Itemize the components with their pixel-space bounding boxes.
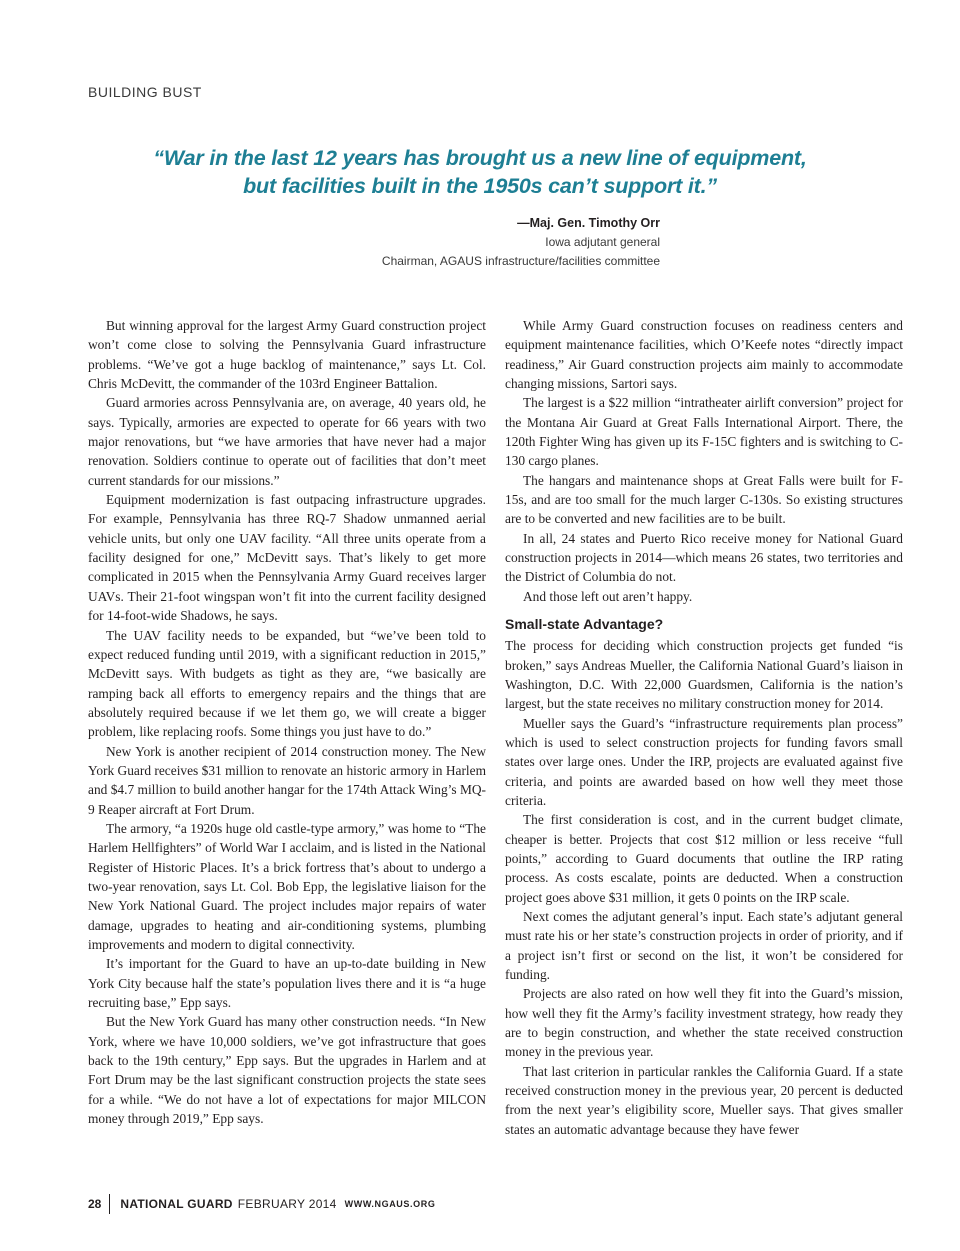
article-paragraph: Next comes the adjutant general’s input. Each state’s adjutant general must rate his or her state’s construction projects in order of priority, and if a project isn’t first or second on the list, it won’t be considered for funding. xyxy=(505,908,903,982)
attribution-role-2: Chairman, AGAUS infrastructure/facilities committee xyxy=(381,254,660,268)
article-paragraph: Equipment modernization is fast outpacing infrastructure upgrades. For example, Pennsylvania has three RQ-7 Shadow unmanned aerial vehicle units, but only one UAV facility. “All three units operate from a facility designed for one,” McDevitt says. That’s likely to get more complicated in 2015 when the Pennsylvania Army Guard receives larger UAVs. Their 21-foot wingspan won’t fit into the current facility designed for 14-foot-wide Shadows, he says. xyxy=(88,492,486,624)
pull-quote-line-1: “War in the last 12 years has brought us a new line of equipment, xyxy=(153,146,807,170)
article-paragraph: New York is another recipient of 2014 construction money. The New York Guard receives $31 million to renovate an historic armory in Harlem and $4.7 million to build another hangar for the 174th Attack Wing’s MQ-9 Reaper aircraft at Fort Drum. xyxy=(88,743,486,817)
article-paragraph: Mueller says the Guard’s “infrastructure requirements plan process” which is used to select construction projects for funding favors small states over large ones. Under the IRP, projects are evaluated against five criteria, and points are awarded based on how well they meet those criteria. xyxy=(505,715,903,808)
page-number: 28 xyxy=(88,1197,102,1211)
page-footer xyxy=(88,1194,435,1214)
right-column xyxy=(505,316,903,1139)
article-paragraph: And those left out aren’t happy. xyxy=(523,588,693,604)
article-paragraph: While Army Guard construction focuses on readiness centers and equipment maintenance facilities, which O’Keefe notes “directly impact readiness,” Air Guard construction projects aim mainly to accommodate changing missions, Sartori says. xyxy=(505,318,903,392)
attribution-role-1: Iowa adjutant general xyxy=(545,235,660,249)
article-paragraph: Projects are also rated on how well they fit into the Guard’s mission, how well they fit the Army’s facility investment strategy, how ready they are to begin construction, and whether the state received construction money in the previous year. xyxy=(505,986,903,1060)
issue-date: FEBRUARY 2014 xyxy=(237,1197,337,1211)
article-paragraph: It’s important for the Guard to have an up-to-date building in New York City because half the state’s population lives there and it is “a huge recruiting base,” Epp says. xyxy=(88,956,486,1011)
article-paragraph: The armory, “a 1920s huge old castle-type armory,” was home to “The Harlem Hellfighters” of World War I acclaim, and is listed in the National Register of Historic Places. It’s a brick fortress that’s about to undergo a two-year renovation, says Lt. Col. Bob Epp, the legislative liaison for the New York National Guard. The project includes major repairs of water damage, upgrades to heating and air-conditioning systems, plumbing improvements and modern to digital connectivity. xyxy=(88,820,486,952)
footer-divider xyxy=(109,1194,110,1214)
article-paragraph: The UAV facility needs to be expanded, but “we’ve been told to expect reduced funding until 2019, with a significant reduction in 2015,” McDevitt says. With budgets as tight as they are, “we basically are ramping back all efforts to emergency repairs and the things that are absolutely required because if we let them go, we will create a bigger problem, like replacing roofs. Some things you just have to do.” xyxy=(88,627,486,740)
magazine-name: NATIONAL GUARD xyxy=(120,1197,233,1211)
subhead: Small-state Advantage? xyxy=(505,616,664,633)
section-label: BUILDING BUST xyxy=(88,84,202,100)
pull-quote-line-2: but facilities built in the 1950s can’t support it.” xyxy=(243,174,717,198)
article-paragraph: The largest is a $22 million “intratheater airlift conversion” project for the Montana Air Guard at Great Falls International Airport. There, the 120th Fighter Wing has given up its F-15C fighters and is switching to C-130 cargo planes. xyxy=(505,395,903,469)
article-paragraph: That last criterion in particular rankles the California Guard. If a state received construction money in the previous year, 20 percent is deducted from the next year’s eligibility score, Mueller says. That gives smaller states an automatic advantage because they have fewer xyxy=(505,1063,903,1137)
website-url: WWW.NGAUS.ORG xyxy=(344,1199,436,1209)
article-paragraph: In all, 24 states and Puerto Rico receive money for National Guard construction projects in 2014—which means 26 states, two territories and the District of Columbia do not. xyxy=(505,530,903,585)
article-paragraph: But winning approval for the largest Army Guard construction project won’t come close to solving the Pennsylvania Guard infrastructure problems. “We’ve got a huge backlog of maintenance,” says Lt. Col. Chris McDevitt, the commander of the 103rd Engineer Battalion. xyxy=(88,318,486,392)
article-paragraph: Guard armories across Pennsylvania are, on average, 40 years old, he says. Typically, armories are expected to operate for 66 years with two major renovations, but “we have armories that have never had a major renovation. Soldiers continue to operate out of facilities that don’t meet current standards for our missions.” xyxy=(88,395,486,488)
article-paragraph: The first consideration is cost, and in the current budget climate, cheaper is better. Projects that cost $12 million or less receive “full points,” according to Guard documents that outline the IRP rating process. As costs escalate, points are deducted. When a construction project goes above $31 million, it gets 0 points on the IRP scale. xyxy=(505,812,903,905)
left-column xyxy=(88,316,486,1128)
quote-attribution xyxy=(300,214,660,271)
attribution-name: —Maj. Gen. Timothy Orr xyxy=(517,216,660,230)
article-paragraph: The hangars and maintenance shops at Great Falls were built for F-15s, and are too small for the much larger C-130s. So existing structures are to be converted and new facilities are to be built. xyxy=(505,472,903,527)
article-paragraph: But the New York Guard has many other construction needs. “In New York, where we have 10,000 soldiers, we’ve got infrastructure that goes back to the 19th century,” Epp says. But the upgrades in Harlem and at Fort Drum may be the last significant construction projects the state sees for a while. “We do not have a lot of expectations for major MILCON money through 2019,” Epp says. xyxy=(88,1014,486,1127)
pull-quote xyxy=(90,144,870,200)
article-paragraph: The process for deciding which construction projects get funded “is broken,” says Andreas Mueller, the California National Guard’s liaison in Washington, D.C. With 22,000 Guardsmen, California is the nation’s largest, but the state receives no military construction money for 2014. xyxy=(505,638,903,712)
